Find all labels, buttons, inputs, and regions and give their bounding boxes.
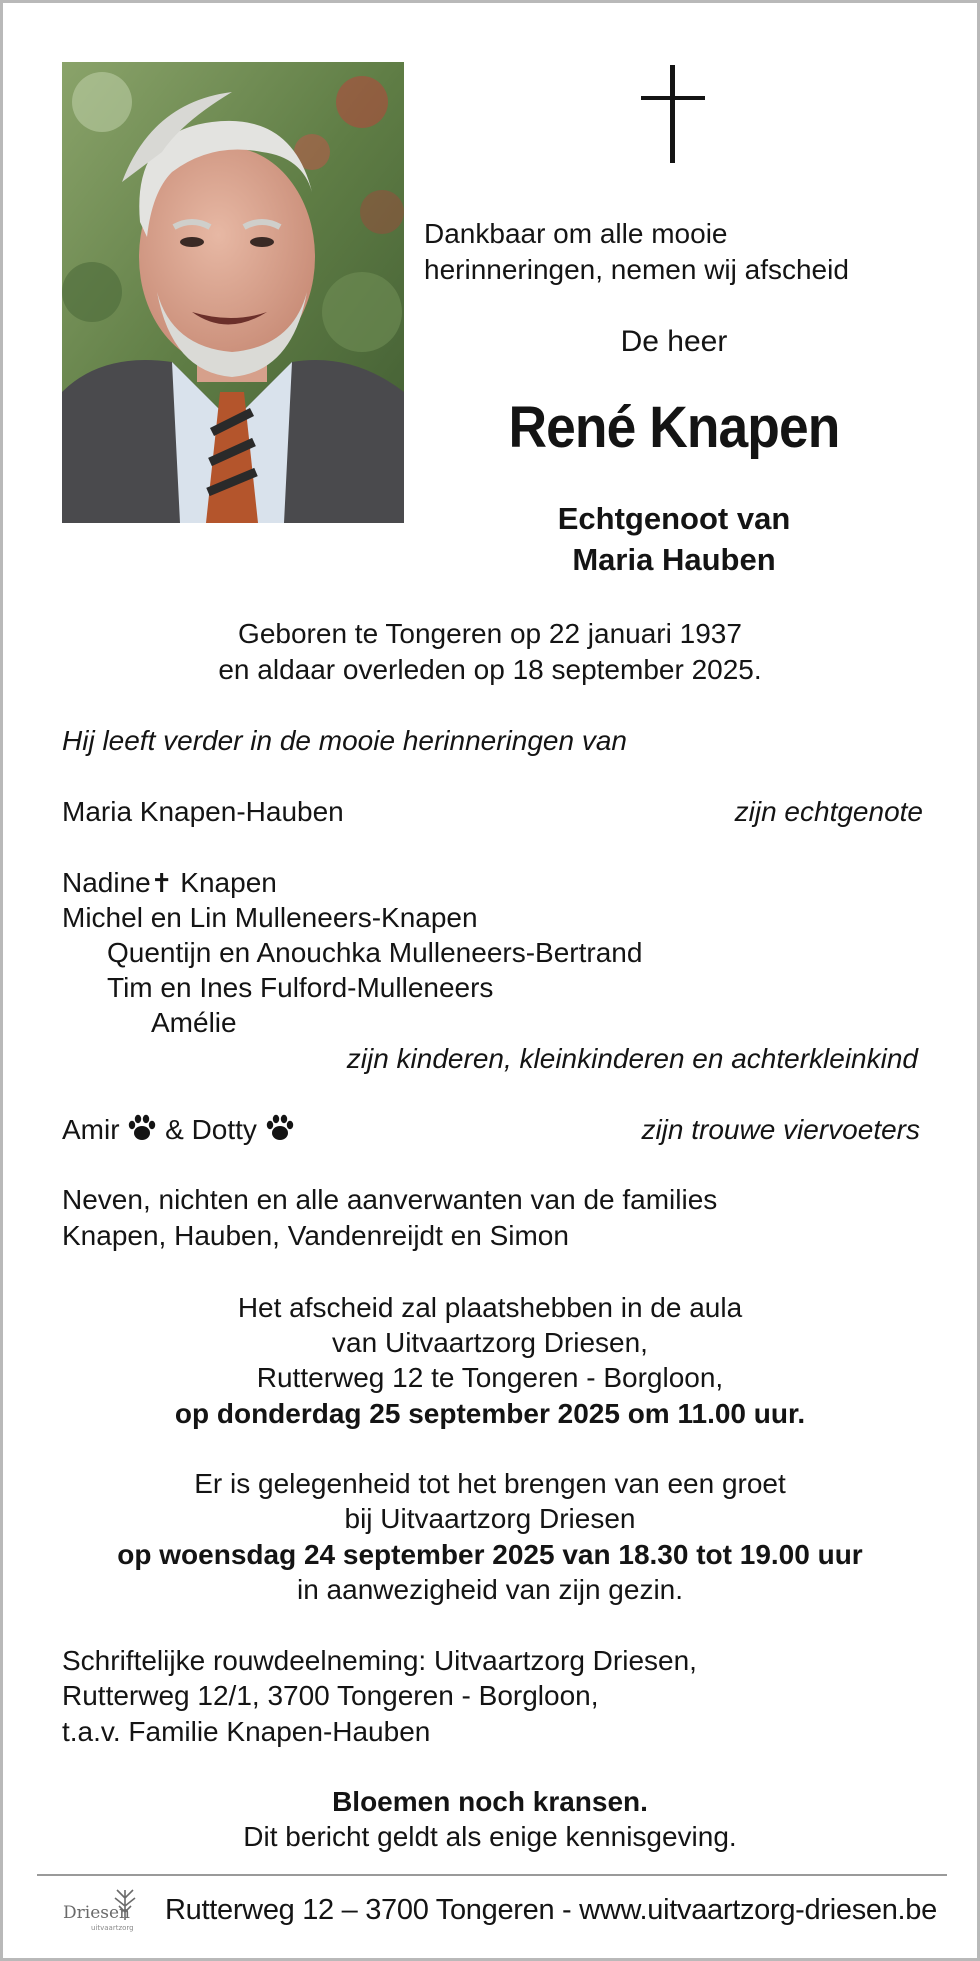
ceremony-date: op donderdag 25 september 2025 om 11.00 uur. [174,1398,806,1429]
condolence-line-3: t.a.v. Familie Knapen-Hauben [62,1716,431,1747]
paw-print-icon [127,1113,157,1143]
pet-joiner: & [165,1114,184,1145]
closing-line-2: Dit bericht geldt als enige kennisgeving. [243,1821,737,1852]
logo-subtitle: uitvaartzorg [91,1924,134,1932]
wife-name: Maria Knapen-Hauben [62,796,344,827]
cross-icon [641,65,705,163]
ceremony-line-1: Het afscheid zal plaatshebben in de aula [237,1292,743,1323]
pet-name-2: Dotty [191,1114,257,1145]
child-surname: Knapen [172,867,277,898]
wife-role: zijn echtgenote [734,796,923,827]
relatives-line-1: Neven, nichten en alle aanverwanten van de families [62,1184,718,1215]
life-dates-line-1: Geboren te Tongeren op 22 januari 1937 [238,618,742,649]
relatives-line-2: Knapen, Hauben, Vandenreijdt en Simon [62,1220,569,1251]
great-grandchild: Amélie [151,1007,237,1038]
survivors-heading: Hij leeft verder in de mooie herinneringen van [62,725,627,756]
pet-name-1: Amir [62,1114,120,1145]
child-line-2: Michel en Lin Mulleneers-Knapen [62,902,478,933]
children-role: zijn kinderen, kleinkinderen en achterkleinkind [346,1043,918,1074]
honorific: De heer [620,325,728,358]
condolence-line-1: Schriftelijke rouwdeelneming: Uitvaartzorg Driesen, [62,1645,697,1676]
deceased-name: René Knapen [508,395,840,460]
spouse-line-2: Maria Hauben [572,542,776,577]
spouse-line-1: Echtgenoot van [557,501,791,536]
funeral-home-logo [61,1882,147,1938]
footer-divider [37,1874,947,1876]
child-line-1 [62,865,277,901]
ceremony-line-3: Rutterweg 12 te Tongeren - Borgloon, [256,1362,724,1393]
visitation-line-2: bij Uitvaartzorg Driesen [344,1503,636,1534]
child-name: Nadine [62,867,151,898]
condolence-line-2: Rutterweg 12/1, 3700 Tongeren - Borgloon, [62,1680,599,1711]
visitation-line-4: in aanwezigheid van zijn gezin. [296,1574,684,1605]
intro-line-1: Dankbaar om alle mooie [424,218,728,249]
paw-print-icon [265,1113,295,1143]
portrait-photo [62,62,404,523]
pets-role: zijn trouwe viervoeters [641,1114,920,1145]
closing-line-1: Bloemen noch kransen. [332,1786,648,1817]
logo-wordmark: Driesen [63,1903,130,1923]
grandchild-line-1: Quentijn en Anouchka Mulleneers-Bertrand [107,937,643,968]
life-dates-line-2: en aldaar overleden op 18 september 2025. [218,654,762,685]
visitation-line-1: Er is gelegenheid tot het brengen van een groet [194,1468,786,1499]
deceased-cross-icon: ✝ [150,868,173,898]
pets-line [62,1112,295,1148]
ceremony-line-2: van Uitvaartzorg Driesen, [332,1327,648,1358]
grandchild-line-2: Tim en Ines Fulford-Mulleneers [107,972,494,1003]
visitation-date: op woensdag 24 september 2025 van 18.30 tot 19.00 uur [117,1539,863,1570]
footer-address: Rutterweg 12 – 3700 Tongeren - www.uitvaartzorg-driesen.be [165,1894,937,1926]
portrait-illustration [62,62,404,523]
intro-line-2: herinneringen, nemen wij afscheid [424,254,849,285]
